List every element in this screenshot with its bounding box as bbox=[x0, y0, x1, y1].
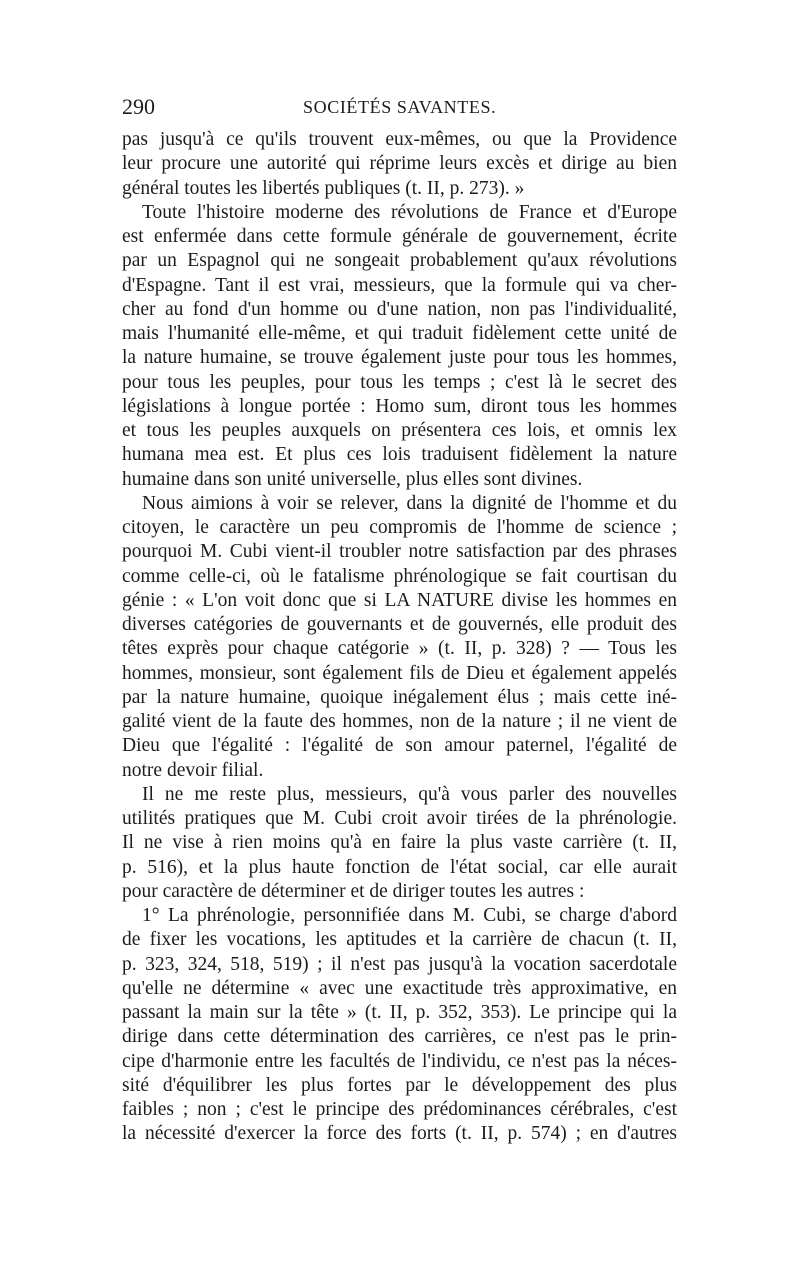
text-line: de fixer les vocations, les aptitudes et la carrière de chacun (t. II, bbox=[122, 929, 677, 951]
page-body bbox=[122, 128, 677, 1147]
text-line: Dieu que l'égalité : l'égalité de son amour paternel, l'égalité de bbox=[122, 735, 677, 757]
text-line: Nous aimions à voir se relever, dans la dignité de l'homme et du bbox=[142, 492, 677, 514]
text-line: pas jusqu'à ce qu'ils trouvent eux-mêmes, ou que la Providence bbox=[122, 129, 677, 150]
text-line: la nature humaine, se trouve également juste pour tous les hommes, bbox=[122, 347, 677, 369]
text-line: par la nature humaine, quoique inégalement élus ; mais cette iné- bbox=[122, 686, 677, 708]
text-line: la nécessité d'exercer la force des forts (t. II, p. 574) ; en d'autres bbox=[122, 1123, 677, 1145]
text-line: pour caractère de déterminer et de diriger toutes les autres : bbox=[122, 880, 585, 902]
text-line: législations à longue portée : Homo sum, diront tous les hommes bbox=[122, 395, 677, 417]
text-line: général toutes les libertés publiques (t. II, p. 273). » bbox=[122, 177, 525, 199]
text-line: qu'elle ne détermine « avec une exactitude très approximative, en bbox=[122, 977, 677, 999]
text-line: cipe d'harmonie entre les facultés de l'individu, ce n'est pas la néces- bbox=[122, 1050, 677, 1072]
text-line: notre devoir filial. bbox=[122, 759, 264, 781]
text-line: Toute l'histoire moderne des révolutions de France et d'Europe bbox=[142, 201, 677, 223]
text-line: p. 323, 324, 518, 519) ; il n'est pas jusqu'à la vocation sacerdotale bbox=[122, 953, 677, 975]
page-number: 290 bbox=[122, 94, 155, 119]
text-line: Il ne vise à rien moins qu'à en faire la plus vaste carrière (t. II, bbox=[122, 832, 677, 854]
text-line: galité vient de la faute des hommes, non de la nature ; il ne vient de bbox=[122, 711, 677, 732]
text-line: leur procure une autorité qui réprime leurs excès et dirige au bien bbox=[122, 153, 677, 175]
text-line: faibles ; non ; c'est le principe des prédominances cérébrales, c'est bbox=[122, 1099, 677, 1120]
page-header bbox=[122, 92, 677, 122]
text-line: génie : « L'on voit donc que si LA NATURE divise les hommes en bbox=[122, 589, 677, 611]
text-line: diverses catégories de gouvernants et de gouvernés, elle produit des bbox=[122, 614, 677, 635]
text-line: et tous les peuples auxquels on présentera ces lois, et omnis lex bbox=[122, 420, 677, 441]
text-line: têtes exprès pour chaque catégorie » (t. II, p. 328) ? — Tous les bbox=[122, 638, 677, 660]
text-line: citoyen, le caractère un peu compromis de l'homme de science ; bbox=[122, 517, 677, 538]
text-line: p. 516), et la plus haute fonction de l'état social, car elle aurait bbox=[122, 856, 677, 878]
text-line: 1° La phrénologie, personnifiée dans M. Cubi, se charge d'abord bbox=[142, 905, 677, 926]
running-head: SOCIÉTÉS SAVANTES. bbox=[303, 97, 497, 117]
text-line: passant la main sur la tête » (t. II, p. 352, 353). Le principe qui la bbox=[122, 1002, 677, 1023]
text-line: utilités pratiques que M. Cubi croit avoir tirées de la phrénologie. bbox=[122, 808, 677, 829]
text-line: par un Espagnol qui ne songeait probablement qu'aux révolutions bbox=[122, 250, 677, 272]
text-line: mais l'humanité elle-même, et qui traduit fidèlement cette unité de bbox=[122, 323, 677, 344]
text-line: Il ne me reste plus, messieurs, qu'à vous parler des nouvelles bbox=[142, 783, 677, 805]
text-line: humana mea est. Et plus ces lois traduisent fidèlement la nature bbox=[122, 444, 677, 466]
text-line: pour tous les peuples, pour tous les temps ; c'est là le secret des bbox=[122, 371, 677, 393]
text-line: humaine dans son unité universelle, plus elles sont divines. bbox=[122, 468, 583, 490]
text-line: sité d'équilibrer les plus fortes par le développement des plus bbox=[122, 1074, 677, 1096]
text-line: comme celle-ci, où le fatalisme phrénologique se fait courtisan du bbox=[122, 565, 677, 587]
text-line: cher au fond d'un homme ou d'une nation, non pas l'individualité, bbox=[122, 298, 677, 320]
text-line: dirige dans cette détermination des carrières, ce n'est pas le prin- bbox=[122, 1026, 677, 1048]
text-line: est enfermée dans cette formule générale de gouvernement, écrite bbox=[122, 226, 677, 247]
text-line: hommes, monsieur, sont également fils de Dieu et également appelés bbox=[122, 662, 677, 684]
text-line: pourquoi M. Cubi vient-il troubler notre satisfaction par des phrases bbox=[122, 541, 677, 563]
text-line: d'Espagne. Tant il est vrai, messieurs, que la formule qui va cher- bbox=[122, 274, 677, 296]
